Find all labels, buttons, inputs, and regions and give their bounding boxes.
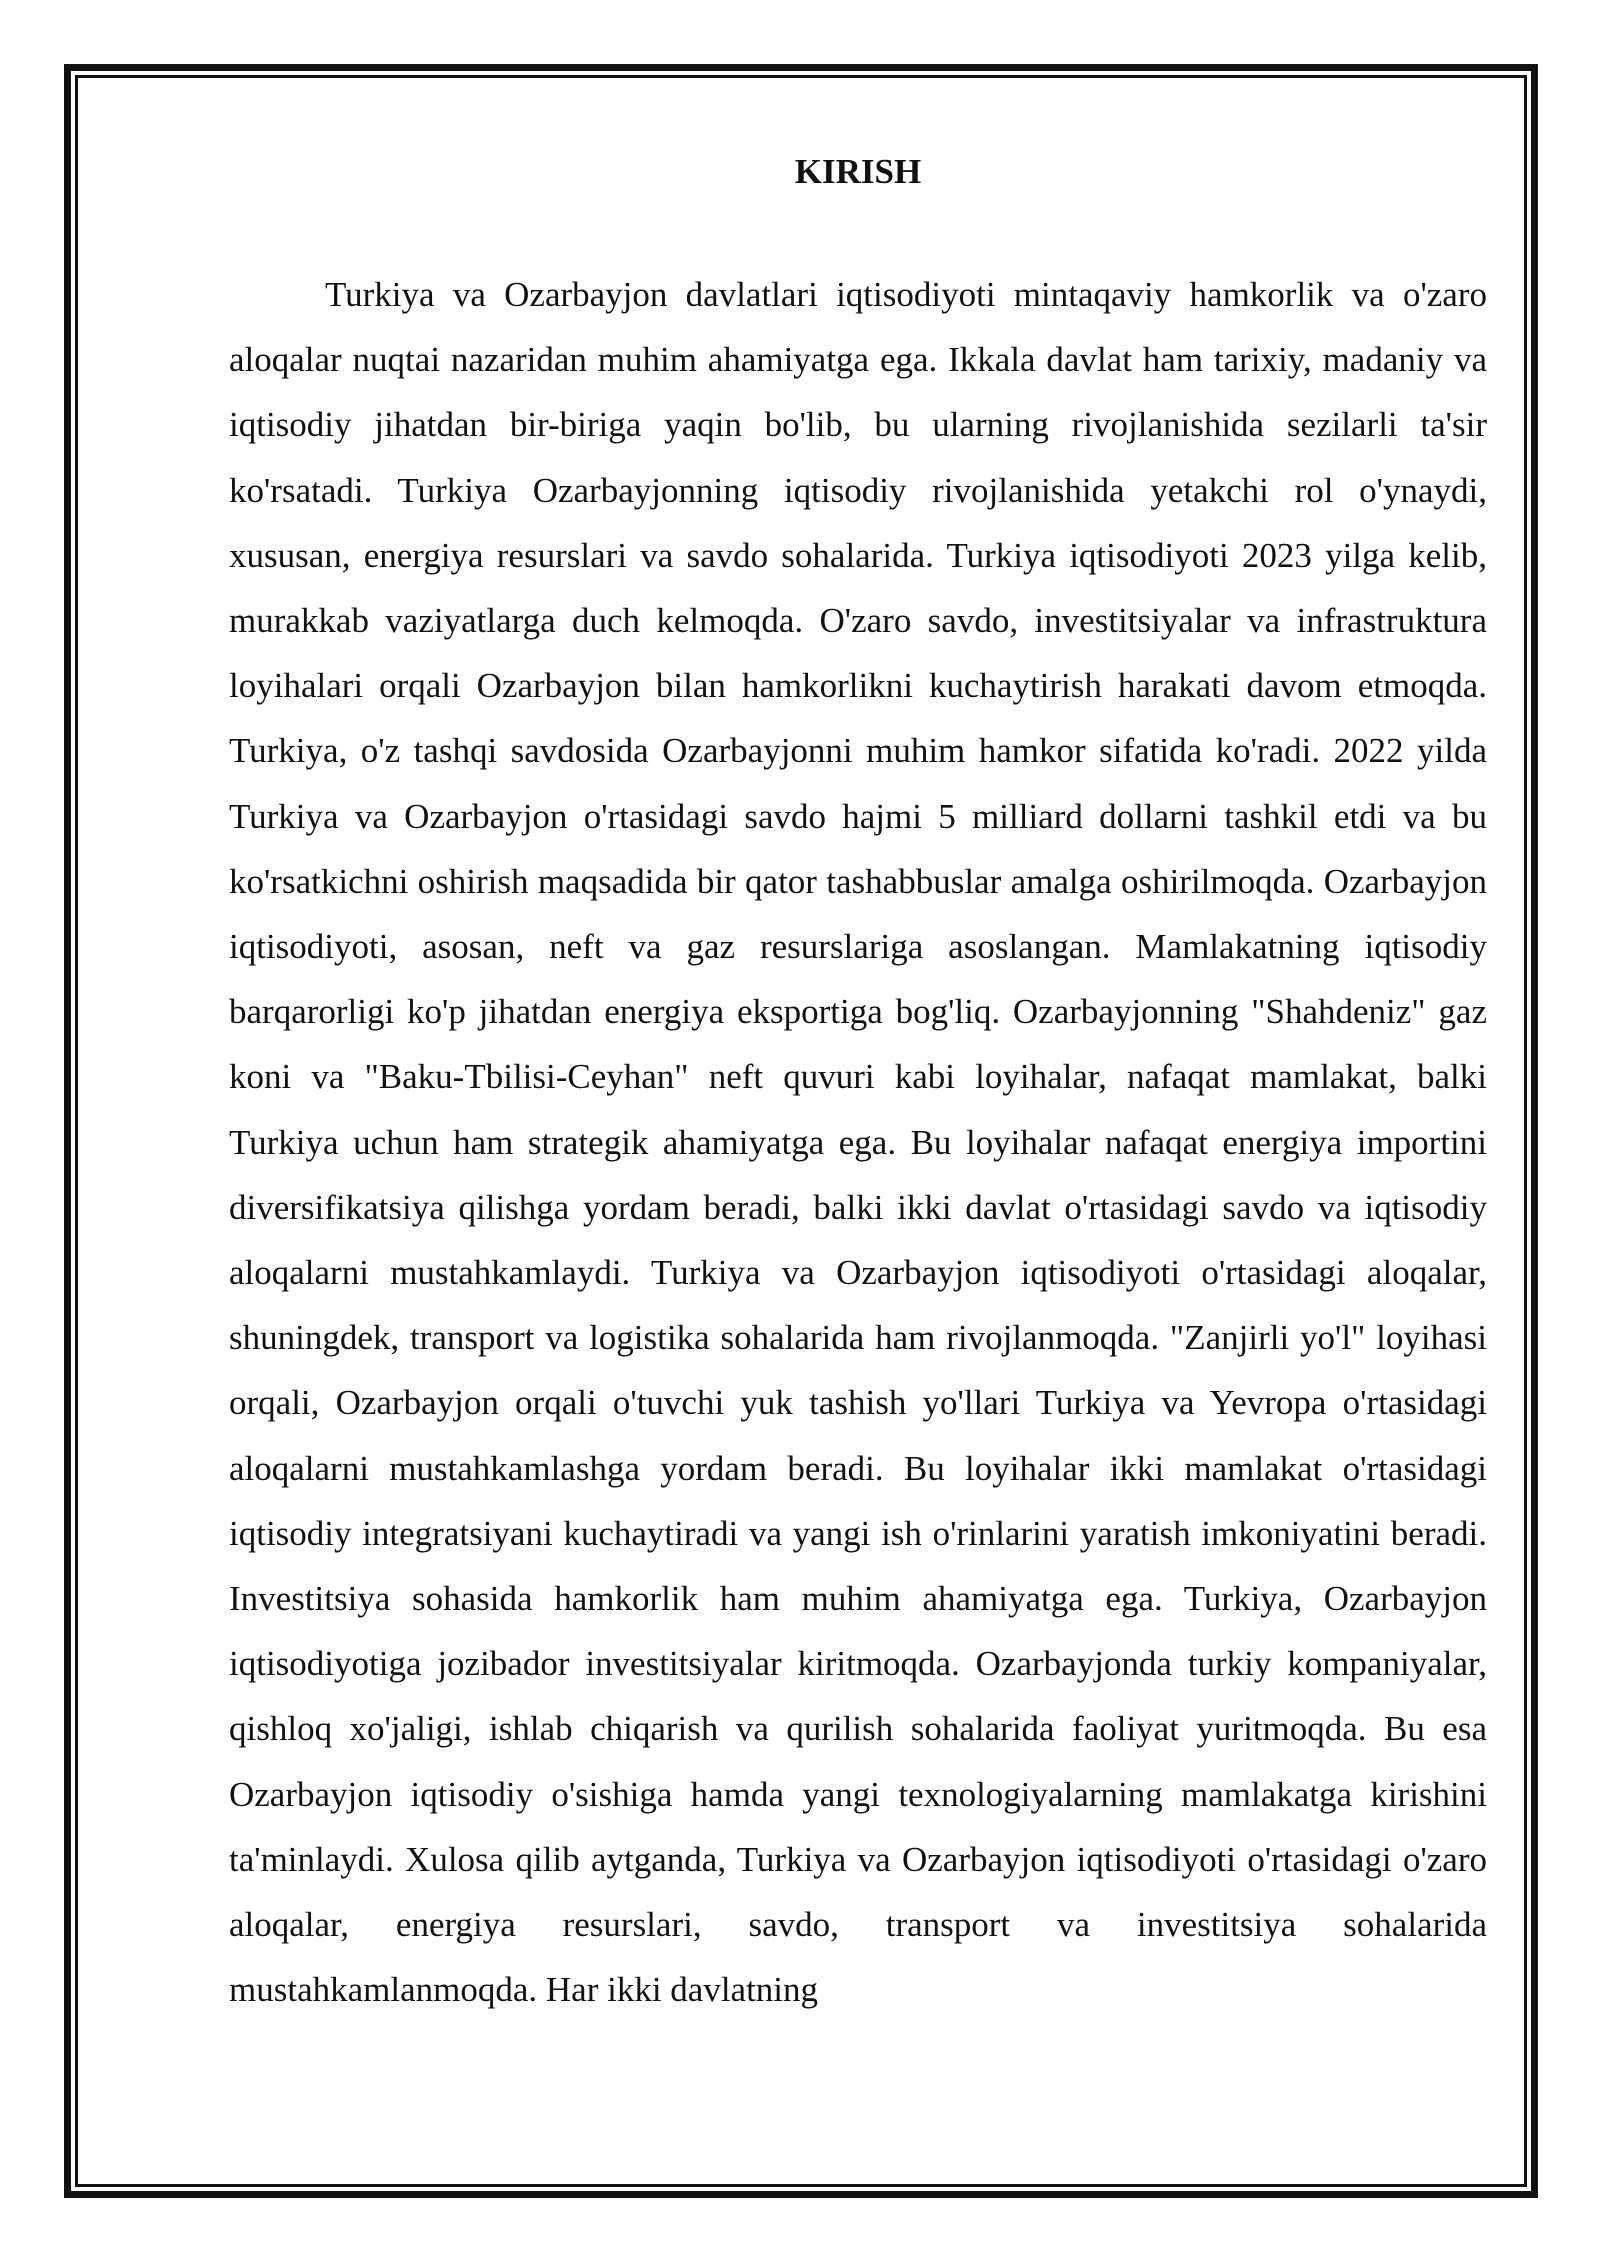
section-heading: KIRISH [794, 152, 922, 191]
page-content [229, 140, 1487, 2022]
body-paragraph: Turkiya va Ozarbayjon davlatlari iqtisodiyoti mintaqaviy hamkorlik va o'zaro aloqalar nuqtai nazaridan muhim ahamiyatga ega. Ikkala davlat ham tarixiy, madaniy va iqtisodiy jihatdan bir-biriga yaqin bo'lib, bu ularning rivojlanishida sezilarli ta'sir ko'rsatadi. Turkiya Ozarbayjonning iqtisodiy rivojlanishida yetakchi rol o'ynaydi, xususan, energiya resurslari va savdo sohalarida. Turkiya iqtisodiyoti 2023 yilga kelib, murakkab vaziyatlarga duch kelmoqda. O'zaro savdo, investitsiyalar va infrastruktura loyihalari orqali Ozarbayjon bilan hamkorlikni kuchaytirish harakati davom etmoqda. Turkiya, o'z tashqi savdosida Ozarbayjonni muhim hamkor sifatida ko'radi. 2022 yilda Turkiya va Ozarbayjon o'rtasidagi savdo hajmi 5 milliard dollarni tashkil etdi va bu ko'rsatkichni oshirish maqsadida bir qator tashabbuslar amalga oshirilmoqda. Ozarbayjon iqtisodiyoti, asosan, neft va gaz resurslariga asoslangan. Mamlakatning iqtisodiy barqarorligi ko'p jihatdan energiya eksportiga bog'liq. Ozarbayjonning "Shahdeniz" gaz koni va "Baku-Tbilisi-Ceyhan" neft quvuri kabi loyihalar, nafaqat mamlakat, balki Turkiya uchun ham strategik ahamiyatga ega. Bu loyihalar nafaqat energiya importini diversifikatsiya qilishga yordam beradi, balki ikki davlat o'rtasidagi savdo va iqtisodiy aloqalarni mustahkamlaydi. Turkiya va Ozarbayjon iqtisodiyoti o'rtasidagi aloqalar, shuningdek, transport va logistika sohalarida ham rivojlanmoqda. "Zanjirli yo'l" loyihasi orqali, Ozarbayjon orqali o'tuvchi yuk tashish yo'llari Turkiya va Yevropa o'rtasidagi aloqalarni mustahkamlashga yordam beradi. Bu loyihalar ikki mamlakat o'rtasidagi iqtisodiy integratsiyani kuchaytiradi va yangi ish o'rinlarini yaratish imkoniyatini beradi. Investitsiya sohasida hamkorlik ham muhim ahamiyatga ega. Turkiya, Ozarbayjon iqtisodiyotiga jozibador investitsiyalar kiritmoqda. Ozarbayjonda turkiy kompaniyalar, qishloq xo'jaligi, ishlab chiqarish va qurilish sohalarida faoliyat yuritmoqda. Bu esa Ozarbayjon iqtisodiy o'sishiga hamda yangi texnologiyalarning mamlakatga kirishini ta'minlaydi. Xulosa qilib aytganda, Turkiya va Ozarbayjon iqtisodiyoti o'rtasidagi o'zaro aloqalar, energiya resurslari, savdo, transport va investitsiya sohalarida mustahkamlanmoqda. Har ikki davlatning [229, 275, 1487, 2010]
